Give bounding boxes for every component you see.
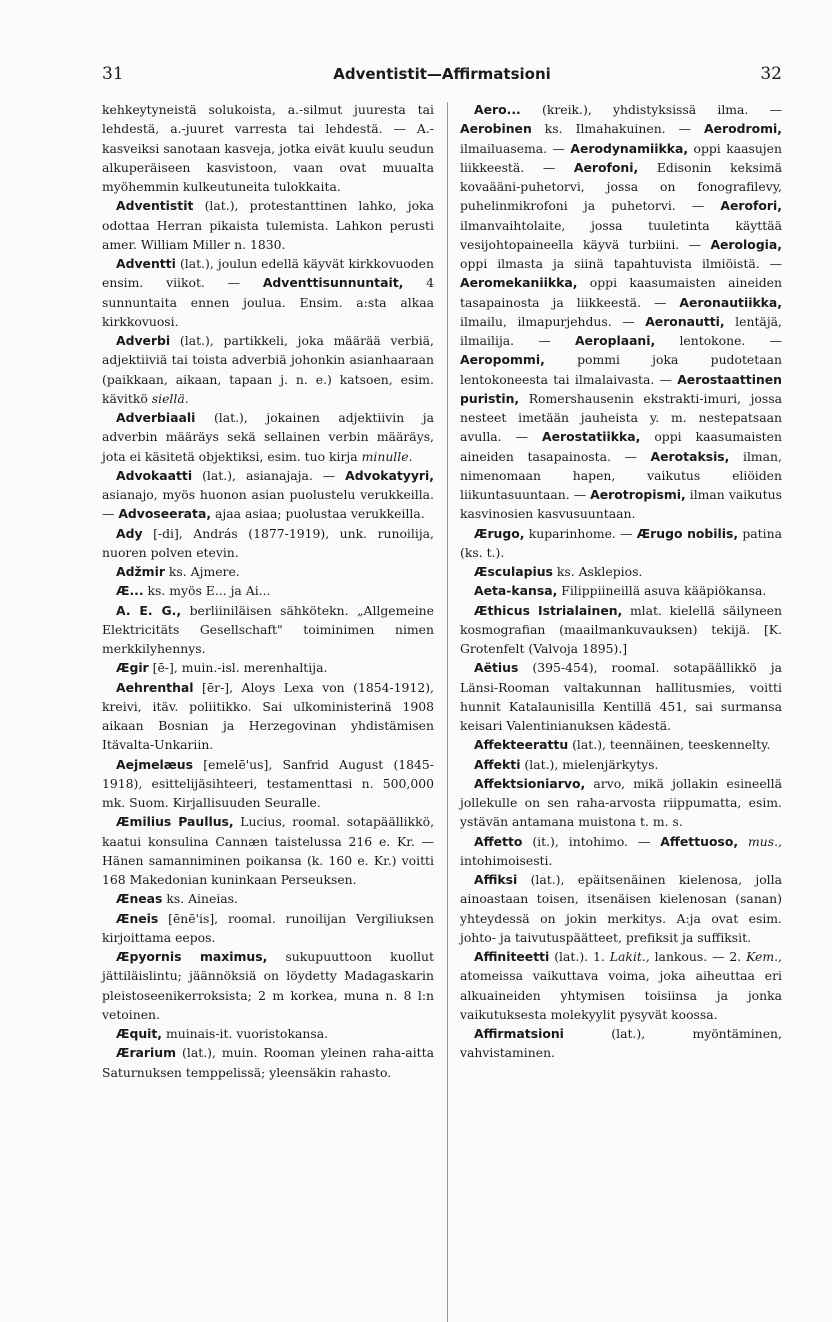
entry-adverbi: Adverbi (lat.), partikkeli, joka määrää verbiä, adjektiiviä tai toista adverbiä johonkin asianhaaraan (paikkaan, aikaan, tapaan j. n. e.) katsoen, esim. kävitkö siellä. bbox=[102, 333, 434, 406]
entry-aehrenthal: Aehrenthal [ēr-], Aloys Lexa von (1854-1912), kreivi, itäv. poliitikko. Sai ulkoministerinä 1908 aikaan Bosnian ja Herzegovinan yhdistämisen Itävalta-Unkariin. bbox=[102, 679, 434, 753]
entry-aejmelaeus: Aejmelæus [emelē'us], Sanfrid August (1845-1918), esittelijäsihteeri, testamenttasi n. 500,000 mk. Suom. Kirjallisuuden Seuralle. bbox=[102, 756, 434, 810]
entry-aetius: Aëtius (395-454), roomal. sotapäällikkö ja Länsi-Rooman valtakunnan hallitusmies, voitti hunnit Katalaunisilla Kentillä 451, sai surmansa keisari Valentinianuksen kädestä. bbox=[460, 660, 782, 733]
right-column bbox=[460, 100, 782, 1063]
entry-ae: Æ... ks. myös E... ja Ai... bbox=[116, 583, 271, 599]
entry-aepyornis: Æpyornis maximus, sukupuuttoon kuollut jättiläislintu; jäännöksiä on löydetty Madagaskarin pleistoseenikerroksista; 2 m korkea, muna n. 8 l:n vetoinen. bbox=[102, 949, 434, 1022]
entry-aerugo: Ærugo, kuparinhome. — Ærugo nobilis, patina (ks. t.). bbox=[460, 525, 782, 560]
entry-affirmatsioni: Affirmatsioni (lat.), myöntäminen, vahvistaminen. bbox=[460, 1026, 782, 1061]
entry-adventti: Adventti (lat.), joulun edellä käyvät kirkkovuoden ensim. viikot. — Adventtisunnuntait, 4 sunnuntaita ennen joulua. Ensim. a:sta alkaa kirkkovuosi. bbox=[102, 256, 434, 329]
entry-aeta-kansa: Aeta-kansa, Filippiineillä asuva kääpiökansa. bbox=[474, 583, 767, 599]
entry-aesculapius: Æsculapius ks. Asklepios. bbox=[474, 564, 643, 579]
page-number-right: 32 bbox=[760, 64, 782, 84]
running-head: Adventistit—Affirmatsioni bbox=[333, 65, 551, 83]
entry-ady: Ady [-di], András (1877-1919), unk. runoilija, nuoren polven etevin. bbox=[102, 525, 434, 560]
entry-adzmir: Adžmir ks. Ajmere. bbox=[116, 564, 240, 579]
entry-affekteerattu: Affekteerattu (lat.), teennäinen, teeskennelty. bbox=[474, 737, 771, 753]
entry-advokaatti: Advokaatti (lat.), asianajaja. — Advokatyyri, asianajo, myös huonon asian puolustelu verukkeilla. — Advoseerata, ajaa asiaa; puolustaa verukkeilla. bbox=[102, 467, 434, 522]
entry-aeneis: Æneis [ēnē'is], roomal. runoilijan Vergiliuksen kirjoittama eepos. bbox=[102, 910, 434, 945]
entry-affektsioniarvo: Affektsioniarvo, arvo, mikä jollakin esineellä jollekulle on sen raha-arvosta riippumatta, esim. ystävän antamana muistona t. m. s. bbox=[460, 775, 782, 830]
entry-affekti: Affekti (lat.), mielenjärkytys. bbox=[474, 756, 659, 772]
entry-adverbiaali: Adverbiaali (lat.), jokainen adjektiivin ja adverbin määräys sekä sellainen verbin määräys, jota ei käsitetä objektiksi, esim. tuo kirja minulle. bbox=[102, 410, 434, 464]
entry-aeneas: Æneas ks. Aineias. bbox=[116, 891, 238, 907]
entry-affetto: Affetto (it.), intohimo. — Affettuoso, mus., intohimoisesti. bbox=[460, 833, 782, 868]
entry-aeg: A. E. G., berliiniläisen sähkötekn. „Allgemeine Elektricitäts Gesellschaft" toiminimen nimen merkkilyhennys. bbox=[102, 602, 434, 656]
entry-aegir: Ægir [ē-], muin.-isl. merenhaltija. bbox=[116, 660, 328, 676]
entry-affiksi: Affiksi (lat.), epäitsenäinen kielenosa, jolla ainoastaan toisen, itsenäisen kielenosan (sanan) yhteydessä on jokin merkitys. A:ja ovat esim. johto- ja taivutuspäätteet, prefiksit ja suffiksit. bbox=[460, 872, 782, 945]
page-header bbox=[102, 64, 782, 90]
entry-affiniteetti: Affiniteetti (lat.). 1. Lakit., lankous. — 2. Kem., atomeissa vaikuttava voima, joka aiheuttaa eri alkuaineiden yhtymisen toisiinsa ja jonka vaikutuksesta molekyylit pysyvät koossa. bbox=[460, 949, 782, 1022]
left-column bbox=[102, 100, 434, 1082]
entry-adventistit: Adventistit (lat.), protestanttinen lahko, joka odottaa Herran pikaista tulemista. Lahkon perusti amer. William Miller n. 1830. bbox=[102, 198, 434, 252]
entry-aethicus: Æthicus Istrialainen, mlat. kielellä säilyneen kosmografian (maailmankuvauksen) tekijä. [K. Grotenfelt (Valvoja 1895).] bbox=[460, 602, 782, 656]
entry-aequit: Æquit, muinais-it. vuoristokansa. bbox=[116, 1026, 329, 1041]
page-number-left: 31 bbox=[102, 64, 124, 84]
entry-continued: kehkeytyneistä solukoista, a.-silmut juuresta tai lehdestä, a.-juuret varresta tai lehdestä. — A.-kasveiksi sanotaan kasveja, jotka eivät kuulu seudun alkuperäiseen kasvistoon, vaan ovat muualta myöhemmin kulkeutuneita tulokkaita. bbox=[102, 102, 434, 194]
entry-aemilius: Æmilius Paullus, Lucius, roomal. sotapäällikkö, kaatui konsulina Cannæn taistelussa 216 e. Kr. — Hänen samanniminen poikansa (k. 160 e. Kr.) voitti 168 Makedonian kuninkaan Perseuksen. bbox=[102, 814, 435, 887]
column-divider bbox=[447, 102, 448, 1322]
entry-aero: Aero... (kreik.), yhdistyksissä ilma. — Aerobinen ks. Ilmahakuinen. — Aerodromi, ilmailuasema. — Aerodynamiikka, oppi kaasujen liikkeestä. — Aerofoni, Edisonin keksimä kovaääni-puhetorvi, jossa on fonografilevy, puhelinmikrofoni ja puhetorvi. — Aerofori, ilmanvaihtolaite, jossa tuuletinta käyttää vesijohtopaineella käyvä turbiini. — Aerologia, oppi ilmasta ja siinä tapahtuvista ilmiöistä. — Aeromekaniikka, oppi kaasumaisten aineiden tasapainosta ja liikkeestä. — Aeronautiikka, ilmailu, ilmapurjehdus. — Aeronautti, lentäjä, ilmailija. — Aeroplaani, lentokone. — Aeropommi, pommi joka pudotetaan lentokoneesta tai ilmalaivasta. — Aerostaattinen puristin, Romershausenin ekstrakti-imuri, jossa nesteet imetään jauheista y. m. nestepatsaan avulla. — Aerostatiikka, oppi kaasumaisten aineiden tasapainosta. — Aerotaksis, ilman, nimenomaan hapen, vaikutus eliöiden liikuntasuuntaan. — Aerotropismi, ilman vaikutus kasvinosien kasvusuuntaan. bbox=[460, 102, 782, 522]
entry-aerarium: Ærarium (lat.), muin. Rooman yleinen raha-aitta Saturnuksen temppelissä; yleensäkin rahasto. bbox=[102, 1045, 434, 1080]
